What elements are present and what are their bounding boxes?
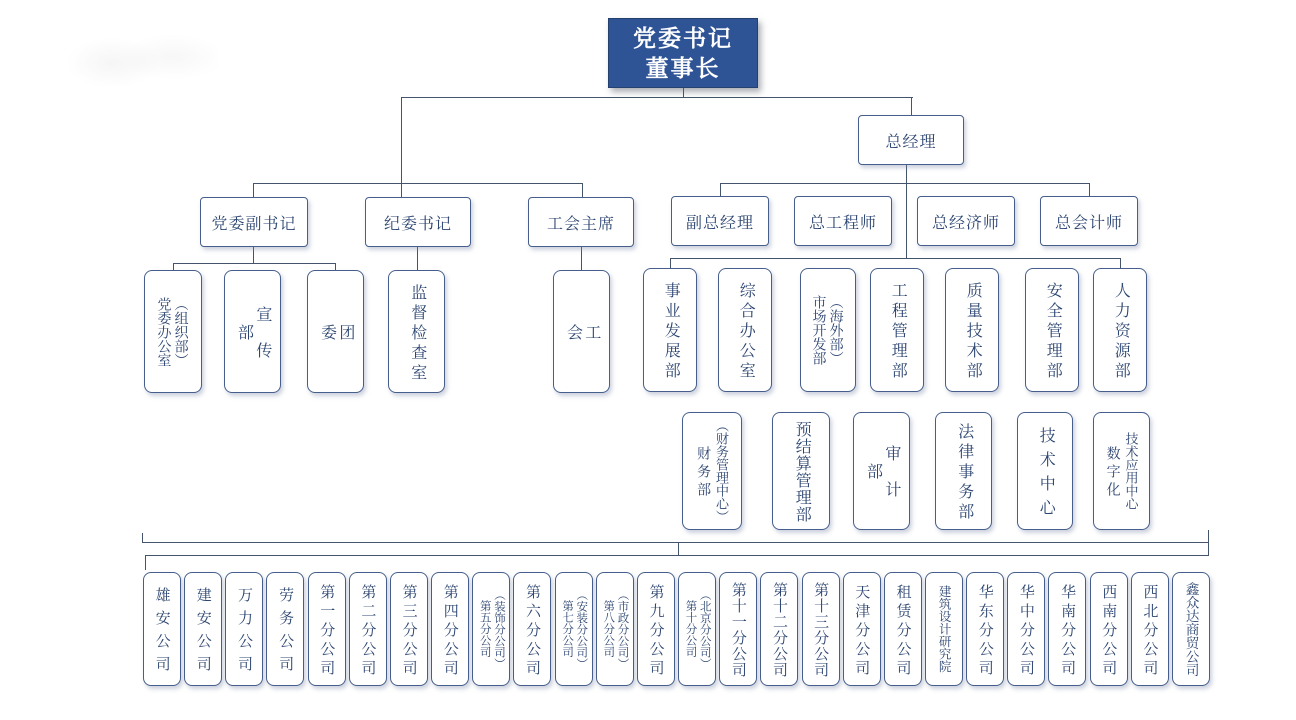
box-label: 党委副书记	[211, 215, 297, 233]
box-label: 预结算管理部	[793, 420, 811, 523]
company-label-paren: （北京分公司）	[698, 588, 711, 670]
connector-bottom-line-upper	[142, 542, 1209, 543]
root-title-line2: 董事长	[645, 55, 721, 81]
company-box	[472, 572, 510, 686]
company-label: 租赁分公司	[894, 583, 912, 679]
box-label: 审计部	[864, 445, 900, 517]
company-label: 万力公司	[235, 587, 253, 679]
company-label-main: 第十分公司	[684, 600, 697, 658]
box-deputy-general-manager	[671, 196, 769, 246]
box-chief-economist	[917, 196, 1015, 246]
connector-left-bracket	[253, 183, 583, 184]
box-publicity-dept	[224, 270, 281, 393]
company-box	[802, 572, 840, 686]
company-box	[760, 572, 798, 686]
connector-bottom-line-lower	[145, 555, 1209, 556]
company-label-main: 第五分公司	[478, 600, 491, 658]
company-box	[184, 572, 222, 686]
box-label-main: 财务部	[696, 446, 713, 500]
box-label: 纪委书记	[383, 215, 452, 233]
box-general-office	[718, 268, 772, 392]
company-box	[843, 572, 881, 686]
box-labor-union	[553, 270, 610, 393]
company-label-paren: （安装分公司）	[575, 588, 588, 670]
box-legal-affairs-dept	[935, 412, 992, 530]
company-label: 天津分公司	[853, 583, 871, 679]
company-box	[513, 572, 551, 686]
company-box	[143, 572, 181, 686]
box-deputy-party-secretary	[200, 197, 308, 247]
box-label: 技术中心	[1037, 427, 1055, 523]
company-box	[596, 572, 634, 686]
box-human-resources-dept	[1093, 268, 1147, 392]
company-label: 第三分公司	[400, 583, 418, 679]
box-label: 法律事务部	[955, 423, 973, 523]
connector-main-horizontal	[401, 97, 913, 98]
box-party-secretary-chairman	[608, 18, 758, 88]
company-label: 第九分公司	[647, 583, 665, 679]
box-label: 总经济师	[931, 214, 1000, 232]
box-chief-engineer	[794, 196, 892, 246]
company-box	[390, 572, 428, 686]
companies-row	[143, 572, 1210, 686]
connector-stub-deputy-gm	[720, 183, 721, 196]
company-box	[266, 572, 304, 686]
company-label: 华中分公司	[1017, 583, 1035, 679]
box-label: 事业发展部	[662, 282, 680, 382]
box-youth-league	[307, 270, 364, 393]
connector-stub-chief-accountant	[1089, 183, 1090, 196]
box-engineering-management-dept	[870, 268, 924, 392]
box-label: 综合办公室	[737, 282, 755, 382]
box-label-paren: （海外部）	[828, 295, 845, 365]
company-box	[1090, 572, 1128, 686]
connector-root-drop	[683, 88, 684, 97]
company-label-main: 第八分公司	[602, 600, 615, 658]
connector-stub-union-chairman	[582, 183, 583, 197]
company-box	[719, 572, 757, 686]
company-box	[431, 572, 469, 686]
company-label: 第十二分公司	[770, 581, 788, 678]
company-label: 雄安公司	[153, 587, 171, 679]
company-box	[884, 572, 922, 686]
company-box	[1048, 572, 1086, 686]
box-label: 总会计师	[1054, 214, 1123, 232]
box-quality-technology-dept	[945, 268, 999, 392]
connector-bottom-lower-left-tick	[145, 555, 146, 570]
company-box	[1007, 572, 1045, 686]
connector-right-bracket	[720, 183, 1090, 184]
connector-stub-human-resources	[1120, 258, 1121, 268]
box-label-paren: （财务管理中心）	[714, 419, 730, 523]
box-digital-technology-application-center	[1093, 412, 1150, 530]
box-discipline-secretary	[365, 197, 471, 247]
box-label: 总经理	[885, 133, 937, 151]
company-box	[225, 572, 263, 686]
connector-bottom-lower-right-tick	[1208, 543, 1209, 556]
company-box	[966, 572, 1004, 686]
box-label: 安全管理部	[1044, 282, 1062, 382]
box-label: 工会主席	[546, 215, 615, 233]
connector-bottom-center-vertical	[678, 542, 679, 556]
company-box	[308, 572, 346, 686]
connector-discipline-down	[417, 247, 418, 272]
box-party-committee-office	[144, 270, 202, 393]
company-label-paren: （装饰分公司）	[492, 588, 505, 670]
box-label-paren: 技术应用中心	[1123, 432, 1139, 510]
company-label-main: 第七分公司	[561, 600, 574, 658]
connector-stub-deputy-party-secretary	[253, 183, 254, 197]
box-label: 宣传部	[235, 305, 271, 378]
company-label: 西北分公司	[1141, 583, 1159, 679]
company-label: 劳务公司	[277, 587, 295, 679]
company-box	[1172, 572, 1210, 686]
box-technology-center	[1017, 412, 1073, 530]
company-label: 华南分公司	[1059, 583, 1077, 679]
box-audit-dept	[853, 412, 910, 530]
box-label: 监督检查室	[408, 283, 426, 384]
box-label: 总工程师	[808, 214, 877, 232]
connector-gm-drop	[911, 97, 912, 115]
box-supervision-inspection-office	[388, 270, 445, 393]
box-chief-accountant	[1040, 196, 1138, 246]
connector-gm-down	[906, 165, 907, 258]
company-label: 鑫众达商贸公司	[1183, 581, 1199, 677]
box-label: 团委	[318, 323, 354, 374]
box-label-main: 数字化	[1105, 446, 1122, 500]
box-label-main: 党委办公室	[156, 296, 173, 367]
company-label: 华东分公司	[976, 583, 994, 679]
company-label-paren: （市政分公司）	[616, 588, 629, 670]
company-box	[1131, 572, 1169, 686]
watermark	[68, 30, 218, 90]
company-label: 第一分公司	[318, 583, 336, 679]
root-title-line1: 党委书记	[633, 25, 733, 51]
box-label: 工会	[564, 323, 600, 374]
company-label: 第四分公司	[441, 583, 459, 679]
box-label: 副总经理	[685, 214, 754, 232]
company-label: 第十一分公司	[729, 581, 747, 678]
connector-deputy-party-down	[253, 247, 254, 263]
connector-left-drop	[401, 97, 402, 197]
connector-dept-bracket	[670, 258, 1121, 259]
company-box	[349, 572, 387, 686]
connector-union-chair-down	[581, 247, 582, 272]
company-label: 第二分公司	[359, 583, 377, 679]
box-label: 质量技术部	[964, 282, 982, 382]
company-label: 西南分公司	[1100, 583, 1118, 679]
company-label: 建筑设计研究院	[937, 585, 952, 673]
box-label-main: 市场开发部	[811, 295, 828, 365]
box-union-chairman	[528, 197, 634, 247]
box-label-paren: （组织部）	[173, 296, 190, 367]
box-business-development-dept	[643, 268, 697, 392]
company-box	[678, 572, 716, 686]
box-budget-settlement-dept	[772, 412, 830, 530]
box-finance-dept	[682, 412, 742, 530]
connector-bottom-upper-left-tick	[142, 533, 143, 543]
box-label: 人力资源部	[1112, 282, 1130, 382]
company-box	[555, 572, 593, 686]
company-box	[925, 572, 963, 686]
connector-deputy-party-bracket	[173, 263, 336, 264]
company-label: 建安公司	[194, 587, 212, 679]
company-label: 第六分公司	[524, 583, 542, 679]
connector-stub-business-development	[670, 258, 671, 268]
company-box	[637, 572, 675, 686]
company-label: 第十三分公司	[812, 581, 830, 678]
box-general-manager	[858, 115, 964, 165]
box-market-development-dept	[800, 268, 856, 392]
box-safety-management-dept	[1025, 268, 1079, 392]
box-label: 工程管理部	[889, 282, 907, 382]
connector-bottom-upper-right-tick	[1208, 530, 1209, 543]
